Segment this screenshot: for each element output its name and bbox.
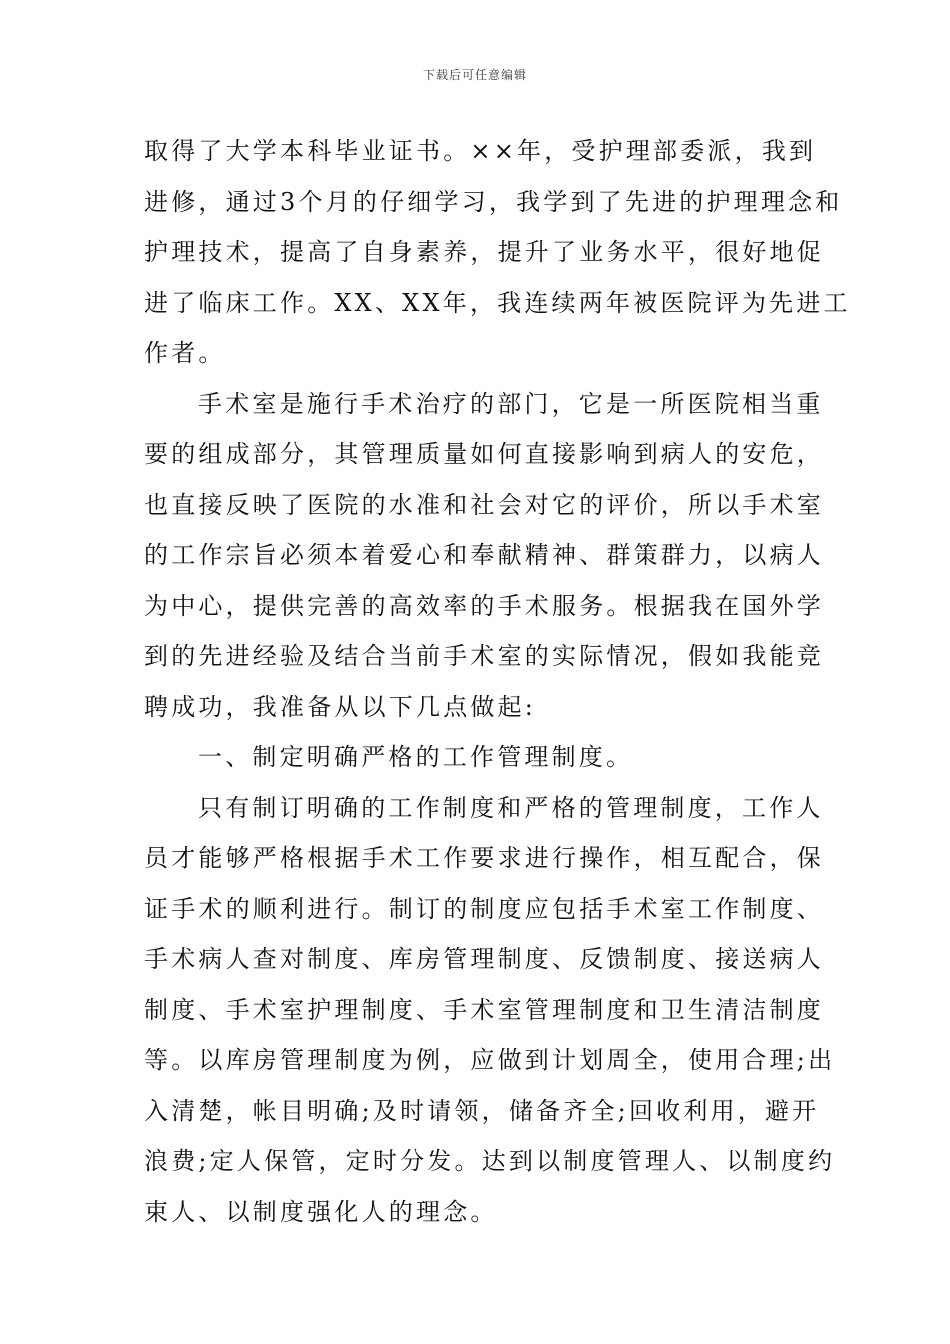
text-line: 进修，通过3个月的仔细学习，我学到了先进的护理理念和 (144, 187, 843, 216)
document-body (144, 126, 851, 1237)
text-line: 要的组成部分，其管理质量如何直接影响到病人的安危， (144, 440, 824, 468)
text-line: 进了临床工作。XX、XX年，我连续两年被医院评为先进工 (144, 288, 851, 317)
text-line: 作者。 (144, 339, 226, 367)
text-line: 为中心，提供完善的高效率的手术服务。根据我在国外学 (144, 591, 824, 620)
paragraph-first-line: 只有制订明确的工作制度和严格的管理制度，工作人 (198, 793, 824, 822)
text-line: 员才能够严格根据手术工作要求进行操作，相互配合，保 (144, 844, 824, 872)
text-line: 浪费;定人保管，定时分发。达到以制度管理人、以制度约 (144, 1147, 836, 1175)
text-line: 证手术的顺利进行。制订的制度应包括手术室工作制度、 (144, 894, 824, 923)
section-heading: 一、制定明确严格的工作管理制度。 (198, 743, 634, 771)
text-line: 入清楚，帐目明确;及时请领，储备齐全;回收利用，避开 (144, 1096, 820, 1125)
paragraph-first-line: 手术室是施行手术治疗的部门，它是一所医院相当重 (198, 389, 824, 418)
text-line: 到的先进经验及结合当前手术室的实际情况，假如我能竞 (144, 642, 824, 670)
text-line: 束人、以制度强化人的理念。 (144, 1197, 498, 1226)
text-line: 聘成功，我准备从以下几点做起: (144, 692, 537, 721)
page-header: 下载后可任意编辑 (422, 68, 527, 82)
text-line: 也直接反映了医院的水准和社会对它的评价，所以手术室 (144, 490, 824, 519)
text-line: 等。以库房管理制度为例，应做到计划周全，使用合理;出 (144, 1046, 836, 1074)
text-line: 的工作宗旨必须本着爱心和奉献精神、群策群力，以病人 (144, 541, 824, 569)
text-line: 取得了大学本科毕业证书。××年，受护理部委派，我到 (144, 137, 817, 165)
text-line: 护理技术，提高了自身素养，提升了业务水平，很好地促 (144, 238, 824, 266)
text-line: 手术病人查对制度、库房管理制度、反馈制度、接送病人 (144, 945, 824, 973)
text-line: 制度、手术室护理制度、手术室管理制度和卫生清洁制度 (144, 995, 824, 1024)
